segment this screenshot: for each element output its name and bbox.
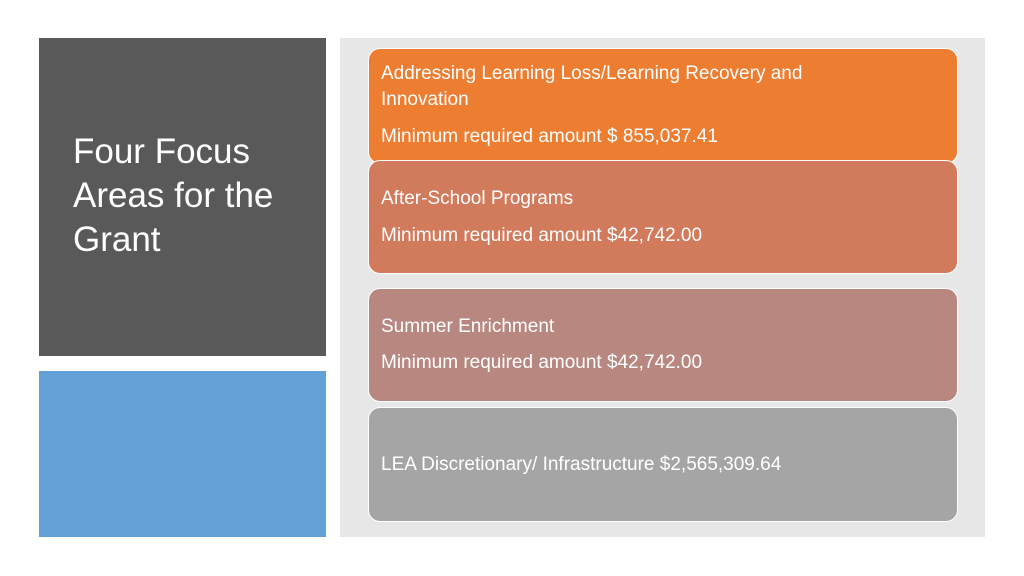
- focus-area-amount: Minimum required amount $42,742.00: [381, 225, 703, 246]
- focus-area-heading: Summer Enrichment: [381, 316, 555, 337]
- focus-area-amount: Minimum required amount $ 855,037.41: [381, 126, 718, 147]
- focus-area-heading: LEA Discretionary/ Infrastructure $2,565,309.64: [381, 454, 782, 475]
- focus-area-card-after-school: [368, 160, 958, 274]
- focus-area-heading: Addressing Learning Loss/Learning Recovery and Innovation: [381, 63, 803, 110]
- slide-title: Four Focus Areas for the Grant: [73, 132, 274, 259]
- focus-area-heading: After-School Programs: [381, 188, 574, 209]
- focus-area-card-summer-enrichment: [368, 288, 958, 402]
- focus-area-amount: Minimum required amount $42,742.00: [381, 352, 703, 373]
- accent-block: [39, 371, 326, 537]
- focus-area-card-learning-loss: [368, 48, 958, 164]
- focus-area-card-lea-discretionary: [368, 407, 958, 522]
- title-panel: [39, 38, 326, 356]
